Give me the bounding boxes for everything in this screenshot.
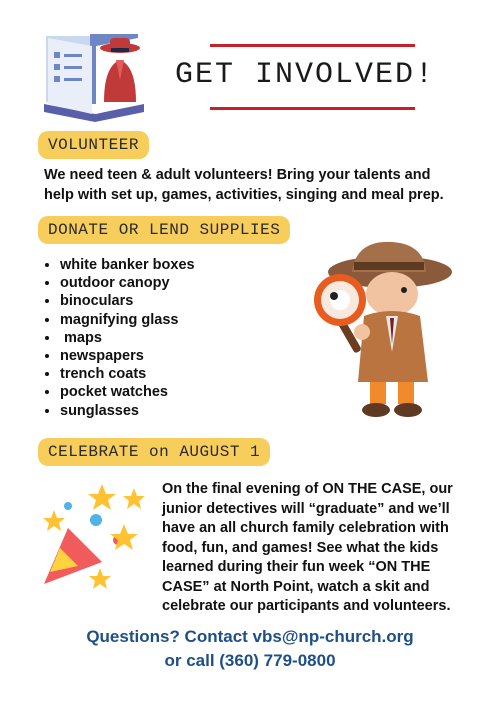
volunteer-heading: VOLUNTEER	[38, 131, 149, 159]
list-item: • outdoor canopy	[60, 274, 195, 292]
list-item: • maps	[60, 329, 195, 347]
detective-kid-illustration	[300, 232, 460, 422]
list-item: • binoculars	[60, 292, 195, 310]
title-rule-bottom	[210, 107, 415, 110]
list-item: • pocket watches	[60, 383, 195, 401]
contact-line-2: or call (360) 779-0800	[164, 651, 336, 670]
party-popper-icon	[38, 480, 148, 590]
celebrate-heading: CELEBRATE on AUGUST 1	[38, 438, 270, 466]
page-title: GET INVOLVED!	[174, 58, 436, 92]
contact-line-1: Questions? Contact vbs@np-church.org	[86, 627, 414, 646]
list-item: • white banker boxes	[60, 256, 195, 274]
celebrate-text: On the final evening of ON THE CASE, our junior detectives will “graduate” and we’ll have an all church family celebration with food, fun, and games! See what the kids learned during their fun week “ON THE CASE” at North Point, watch a skit and celebrate our participants and volunteers.	[162, 481, 453, 614]
list-item: • sunglasses	[60, 402, 195, 420]
list-item: • newspapers	[60, 347, 195, 365]
list-item: • magnifying glass	[60, 311, 195, 329]
supplies-list	[38, 256, 195, 420]
volunteer-text: We need teen & adult volunteers! Bring your talents and help with set up, games, activities, singing and meal prep.	[44, 167, 444, 203]
donate-heading: DONATE OR LEND SUPPLIES	[38, 216, 290, 244]
title-rule-top	[210, 44, 415, 47]
detective-book-icon	[40, 30, 150, 125]
list-item: • trench coats	[60, 365, 195, 383]
